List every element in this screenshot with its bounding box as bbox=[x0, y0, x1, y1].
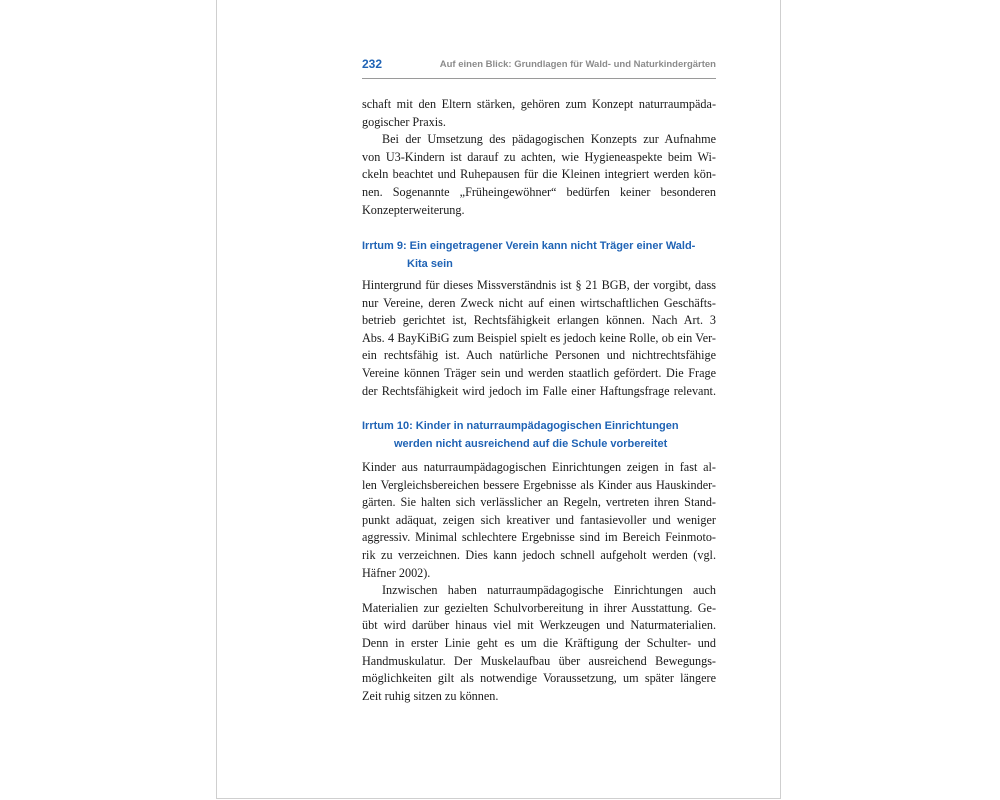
heading-line: Irrtum 9: Ein eingetragener Verein kann nicht Träger einer Wald- bbox=[362, 240, 696, 252]
text-line: Materialien zur gezielten Schulvorbereitung in ihrer Ausstattung. Ge- bbox=[362, 600, 716, 615]
text-line: gärten. Sie halten sich verlässlicher an Regeln, vertreten ihren Stand- bbox=[362, 495, 716, 510]
text-line: übt wird darüber hinaus viel mit Werkzeugen und Naturmaterialien. bbox=[362, 618, 716, 633]
page-header bbox=[362, 56, 716, 79]
text-line: Zeit ruhig sitzen zu können. bbox=[362, 688, 499, 703]
text-line: Handmuskulatur. Der Muskelaufbau über ausreichend Bewegungs- bbox=[362, 653, 716, 668]
text-line: betrieb gerichtet ist, Rechtsfähigkeit erlangen können. Nach Art. 3 bbox=[362, 313, 716, 328]
text-line: len Vergleichsbereichen bessere Ergebnisse als Kinder aus Hauskinder- bbox=[362, 477, 716, 492]
text-line: der Rechtsfähigkeit wird jedoch im Falle einer Haftungsfrage relevant. bbox=[362, 383, 716, 398]
page-number: 232 bbox=[362, 57, 383, 71]
text-line: Inzwischen haben naturraumpädagogische Einrichtungen auch bbox=[382, 583, 716, 598]
section-heading-irrtum-10 bbox=[362, 418, 716, 453]
heading-line: werden nicht ausreichend auf die Schule vorbereitet bbox=[394, 437, 668, 450]
text-line: Denn in erster Linie geht es um die Kräftigung der Schulter- und bbox=[362, 635, 716, 650]
text-line: aggressiv. Minimal schlechtere Ergebnisse sind im Bereich Feinmoto- bbox=[362, 530, 716, 545]
heading-line: Kita sein bbox=[407, 257, 453, 270]
text-line: ein rechtsfähig ist. Auch natürliche Personen und nichtrechtsfähige bbox=[362, 348, 716, 363]
text-line: Vereine können Träger sein und werden staatlich gefördert. Die Frage bbox=[362, 365, 716, 380]
text-line: schaft mit den Eltern stärken, gehören zum Konzept naturraumpäda- bbox=[362, 97, 716, 111]
text-line: Häfner 2002). bbox=[362, 565, 431, 580]
text-line: Abs. 4 BayKiBiG zum Beispiel spielt es jedoch keine Rolle, ob ein Ver- bbox=[362, 330, 716, 345]
text-line: rik zu verzeichnen. Dies kann jedoch schnell aufgeholt werden (vgl. bbox=[362, 547, 716, 562]
text-line: nen. Sogenannte „Früheingewöhner“ bedürfen keiner besonderen bbox=[362, 184, 716, 199]
text-line: Hintergrund für dieses Missverständnis ist § 21 BGB, der vorgibt, dass bbox=[362, 278, 716, 292]
irrtum-9-paragraph bbox=[362, 277, 716, 400]
text-line: punkt adäquat, zeigen sich kreativer und fantasievoller und weniger bbox=[362, 512, 716, 527]
intro-paragraph bbox=[362, 96, 716, 219]
text-line: ckeln beachtet und Ruhepausen für die Kleinen integriert werden kön- bbox=[362, 167, 716, 182]
text-line: möglichkeiten gilt als notwendige Voraussetzung, um später längere bbox=[362, 671, 716, 686]
text-line: von U3-Kindern ist darauf zu achten, wie Hygieneaspekte beim Wi- bbox=[362, 149, 716, 164]
irrtum-10-paragraph bbox=[362, 459, 716, 705]
text-line: Bei der Umsetzung des pädagogischen Konzepts zur Aufnahme bbox=[382, 132, 716, 147]
text-line: gogischer Praxis. bbox=[362, 114, 446, 129]
text-line: nur Vereine, deren Zweck nicht auf einen wirtschaftlichen Geschäfts- bbox=[362, 295, 716, 310]
section-heading-irrtum-9 bbox=[362, 238, 716, 273]
heading-line: Irrtum 10: Kinder in naturraumpädagogischen Einrichtungen bbox=[362, 420, 679, 432]
running-head: Auf einen Blick: Grundlagen für Wald- und Naturkindergärten bbox=[439, 59, 716, 70]
text-line: Konzepterweiterung. bbox=[362, 202, 465, 217]
text-line: Kinder aus naturraumpädagogischen Einrichtungen zeigen in fast al- bbox=[362, 460, 716, 474]
